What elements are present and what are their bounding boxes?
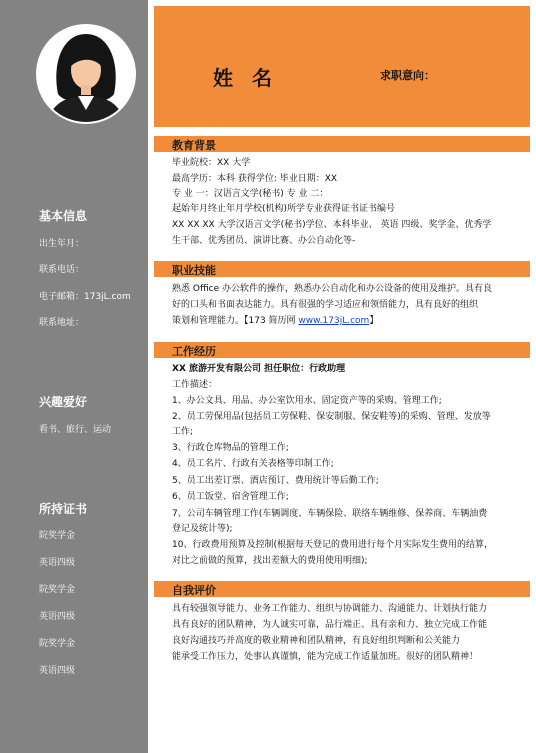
cert-item: 英语四级 xyxy=(39,666,76,676)
experience-line: 登记及统计等); xyxy=(172,524,233,534)
education-line: 起始年月终止年月学校(机构)所学专业获得证书证书编号 xyxy=(172,204,396,214)
experience-line: 2、员工劳保用品(包括员工劳保鞋、保安制服、保安鞋等)的采购、管理、发放等 xyxy=(172,412,491,422)
skills-title: 职业技能 xyxy=(172,264,216,277)
education-line: 生干部、优秀团员、演讲比赛、办公自动化等- xyxy=(172,236,356,246)
experience-line: 工作; xyxy=(172,427,194,437)
cert-item: 英语四级 xyxy=(39,612,76,622)
sidebar xyxy=(0,0,148,753)
education-line: 最高学历：本科 获得学位: 毕业日期：XX xyxy=(172,174,338,184)
phone-field: 联系电话： xyxy=(39,265,85,275)
evaluation-line: 具有良好的团队精神，为人诚实可靠，品行端正、具有亲和力、独立完成工作能 xyxy=(172,620,488,630)
skills-line xyxy=(172,313,378,326)
experience-line: 1、办公文具、用品、办公室饮用水、固定资产等的采购、管理工作; xyxy=(172,396,442,406)
website-link[interactable]: www.173jL.com xyxy=(298,316,370,326)
evaluation-title: 自我评价 xyxy=(172,584,216,597)
objective-label: 求职意向： xyxy=(380,69,435,82)
experience-line: 4、员工名片、行政有关表格等印制工作; xyxy=(172,459,334,469)
cert-item: 院奖学金 xyxy=(39,585,76,595)
experience-line: 3、行政仓库物品的管理工作; xyxy=(172,443,289,453)
skills-line: 好的口头和书面表达能力。具有很强的学习适应和领悟能力，具有良好的组织 xyxy=(172,300,479,310)
skills-line-prefix: 策划和管理能力。【173 简历网 xyxy=(172,316,299,326)
email-field: 电子邮箱：173jL.com xyxy=(39,292,131,302)
cert-heading: 所持证书 xyxy=(39,502,88,516)
birth-field: 出生年月： xyxy=(39,239,85,249)
experience-line: 5、员工出差订票、酒店预订、费用统计等后勤工作; xyxy=(172,476,379,486)
evaluation-line: 具有较强领导能力、业务工作能力、组织与协调能力、沟通能力、计划执行能力 xyxy=(172,604,488,614)
experience-line: 6、员工饭堂、宿舍管理工作; xyxy=(172,492,289,502)
cert-item: 英语四级 xyxy=(39,558,76,568)
hobby-heading: 兴趣爱好 xyxy=(39,395,88,409)
education-line: 毕业院校：XX 大学 xyxy=(172,158,251,168)
evaluation-line: 能承受工作压力，处事认真谨慎，能为完成工作适量加班。很好的团队精神！ xyxy=(172,652,479,662)
experience-title: 工作经历 xyxy=(172,345,216,358)
header-band xyxy=(154,6,530,127)
skills-line-suffix: 】 xyxy=(369,316,379,326)
candidate-name: 姓 名 xyxy=(213,66,278,90)
evaluation-line: 良好沟通技巧并高度的敬业精神和团队精神，有良好组织判断和公关能力 xyxy=(172,636,461,646)
education-line: XX XX XX 大学汉语言文学(秘书)学位、本科毕业、 英语 四级、奖学金、优秀学 xyxy=(172,220,492,230)
avatar xyxy=(36,24,136,124)
experience-line: 对比之前做的预算，找出差额大的费用使用明细); xyxy=(172,556,368,566)
address-field: 联系地址： xyxy=(39,318,85,328)
experience-line: 10、行政费用预算及控制(根据每天登记的费用进行每个月实际发生费用的结算， xyxy=(172,540,493,550)
hobby-text: 看书、旅行、运动 xyxy=(39,425,112,435)
cert-item: 院奖学金 xyxy=(39,639,76,649)
education-title: 教育背景 xyxy=(172,139,216,152)
cert-item: 院奖学金 xyxy=(39,531,76,541)
basic-info-heading: 基本信息 xyxy=(39,209,88,223)
experience-line: 7、公司车辆管理工作(车辆调度、车辆保险、联络车辆维修、保养商、车辆油费 xyxy=(172,509,488,519)
education-line: 专 业 一：汉语言文学(秘书) 专 业 二： xyxy=(172,189,329,199)
company-line: XX 旅游开发有限公司 担任职位：行政助理 xyxy=(172,364,346,374)
skills-line: 熟悉 Office 办公软件的操作，熟悉办公自动化和办公设备的使用及维护。具有良 xyxy=(172,284,492,294)
experience-line: 工作描述： xyxy=(172,380,218,390)
